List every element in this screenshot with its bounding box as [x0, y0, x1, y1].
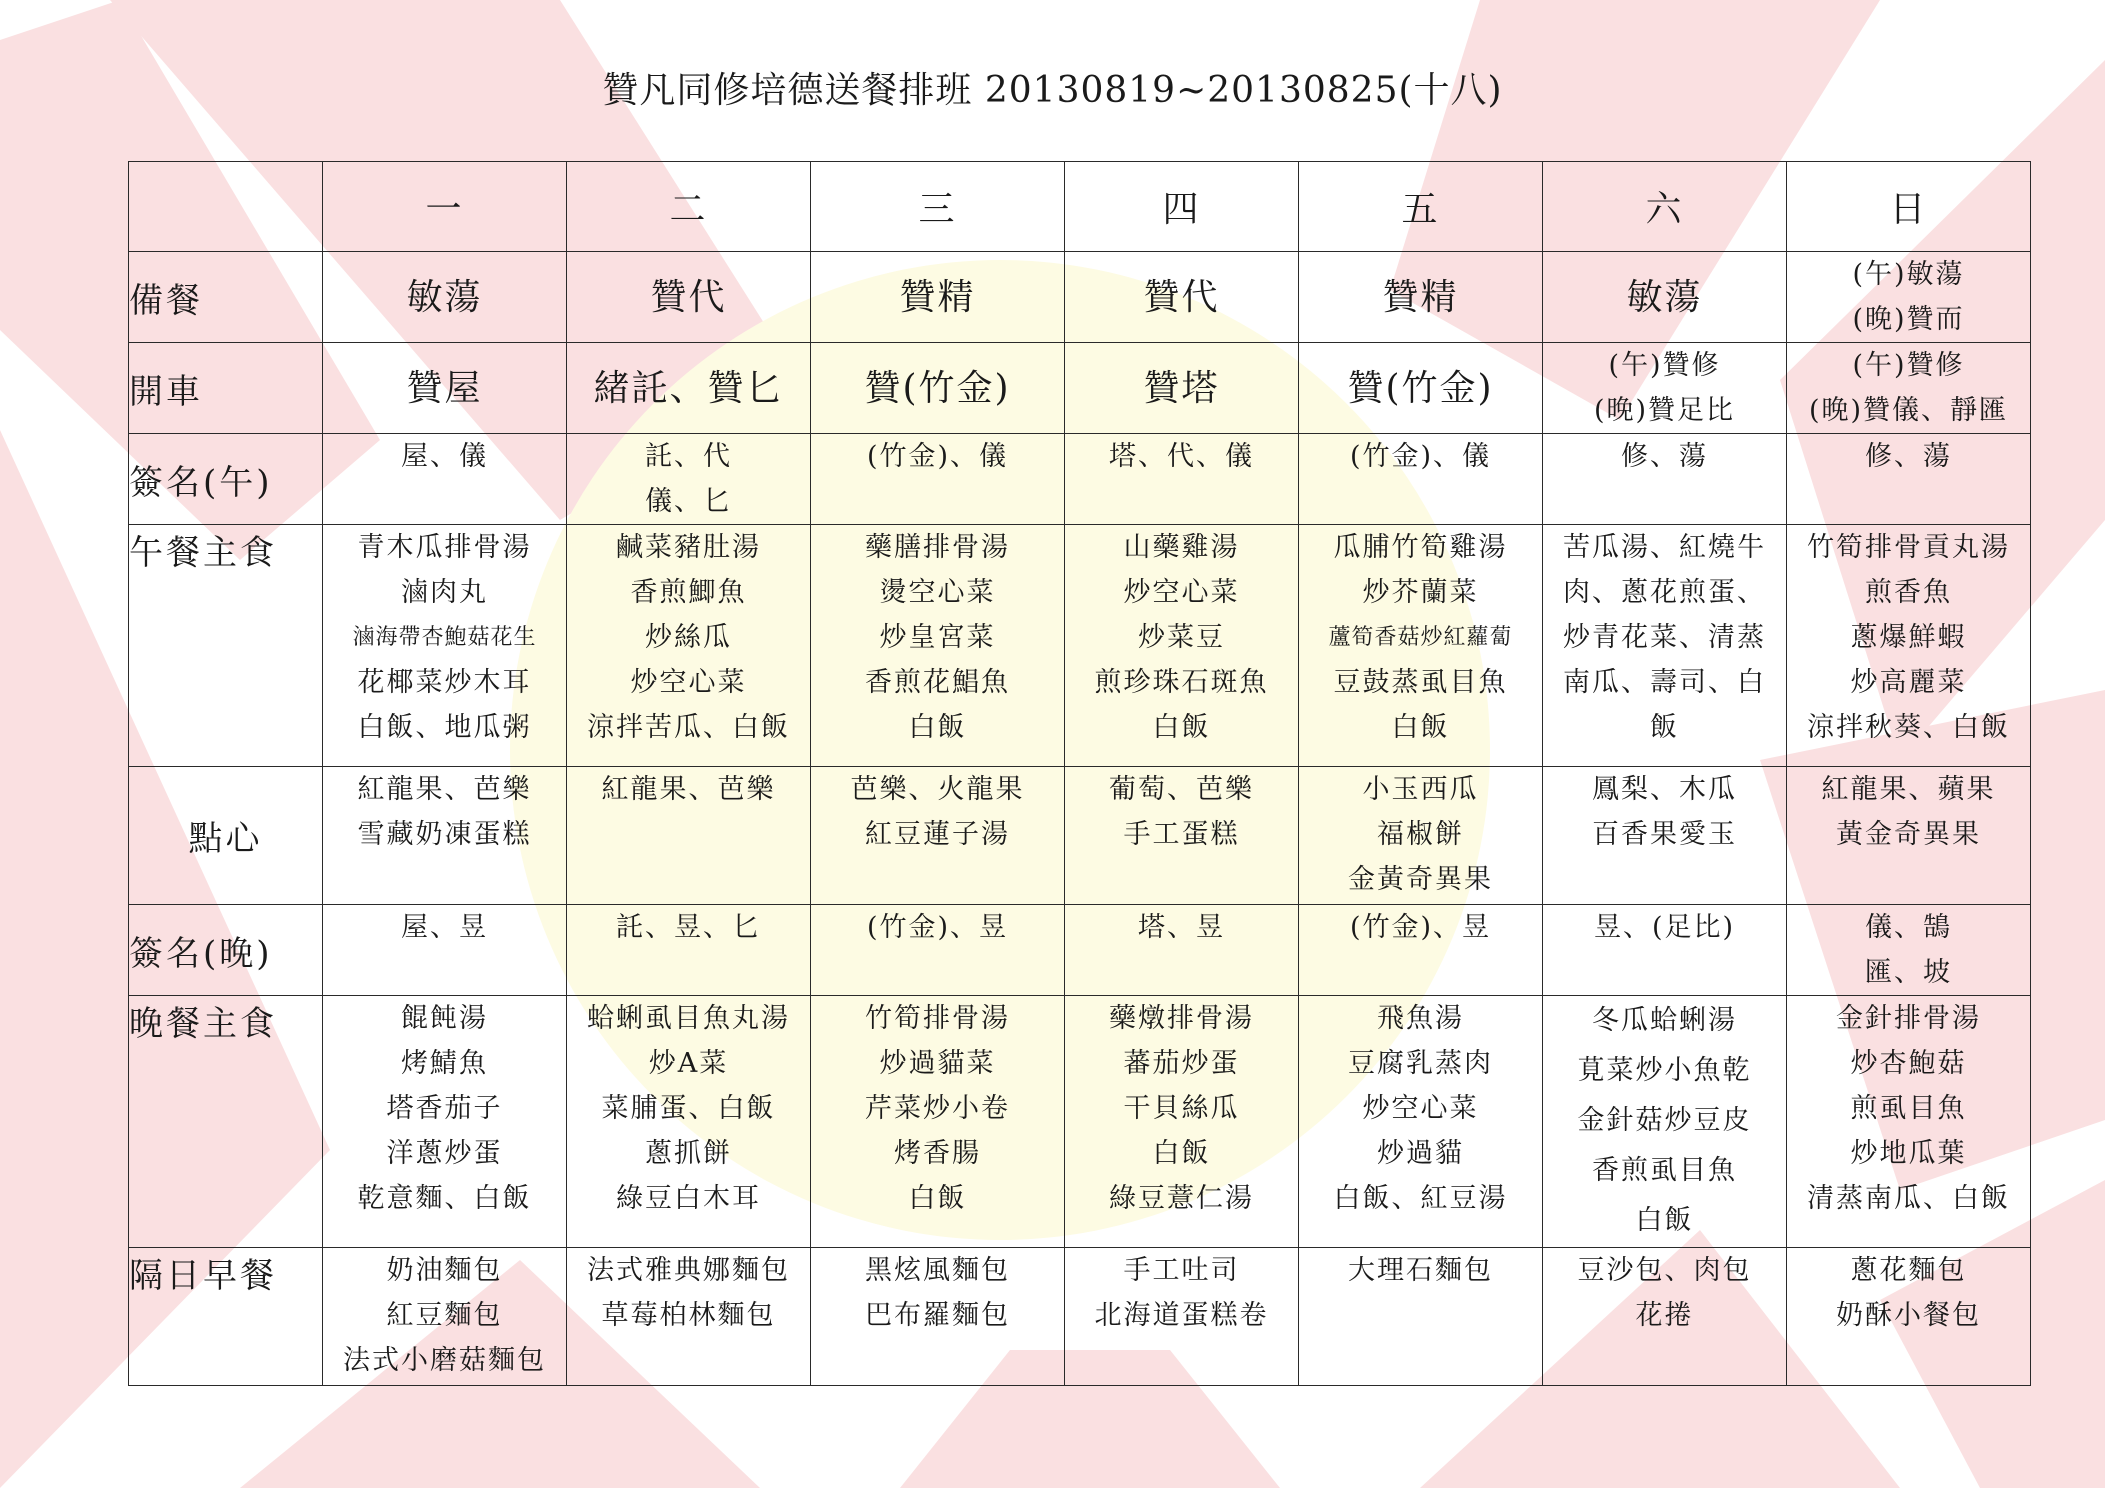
- cell-line: 綠豆白木耳: [616, 1183, 761, 1214]
- cell-line: 敏蕩: [1626, 276, 1703, 318]
- cell-line: 綠豆薏仁湯: [1109, 1183, 1254, 1214]
- table-cell: [567, 767, 811, 905]
- table-row: [129, 525, 2031, 767]
- table-body: [129, 162, 2031, 1386]
- cell-line: 飛魚湯: [1377, 1003, 1464, 1034]
- table-cell: [1065, 905, 1299, 996]
- cell-line: 豆沙包、肉包: [1577, 1255, 1752, 1286]
- table-row: [129, 767, 2031, 905]
- table-cell: [1787, 525, 2031, 767]
- table-cell: [567, 1248, 811, 1386]
- cell-line: 南瓜、壽司、白: [1563, 667, 1766, 698]
- table-cell: [1543, 434, 1787, 525]
- cell-line: 煎珍珠石斑魚: [1094, 667, 1269, 698]
- cell-line: 蔥抓餅: [645, 1138, 732, 1169]
- table-cell: [1543, 252, 1787, 343]
- table-cell: [1787, 767, 2031, 905]
- table-row: [129, 343, 2031, 434]
- row-label: 開車: [129, 343, 323, 434]
- table-cell: [811, 343, 1065, 434]
- table-cell: [811, 767, 1065, 905]
- day-header: 三: [811, 162, 1065, 252]
- cell-line: 炒地瓜葉: [1850, 1138, 1967, 1169]
- table-cell: [567, 996, 811, 1248]
- cell-line: (午)贊修: [1608, 350, 1721, 381]
- cell-line: 法式小磨菇麵包: [343, 1345, 546, 1376]
- day-header: 六: [1543, 162, 1787, 252]
- cell-line: 烤鯖魚: [401, 1048, 488, 1079]
- table-cell: [1299, 343, 1543, 434]
- table-cell: [811, 905, 1065, 996]
- cell-line: 炒過貓: [1377, 1138, 1464, 1169]
- table-cell: [1543, 996, 1787, 1248]
- cell-line: 屋、昱: [401, 912, 488, 943]
- cell-line: 滷海帶杏鮑菇花生: [352, 625, 537, 650]
- cell-line: 瓜脯竹筍雞湯: [1333, 532, 1508, 563]
- table-cell: [323, 343, 567, 434]
- table-cell: [811, 252, 1065, 343]
- cell-line: 贊(竹金): [864, 367, 1011, 409]
- cell-line: 豆腐乳蒸肉: [1348, 1048, 1493, 1079]
- cell-line: 塔、昱: [1138, 912, 1225, 943]
- cell-line: 黑炫風麵包: [865, 1255, 1010, 1286]
- cell-line: 緒託、贊匕: [593, 367, 784, 409]
- cell-line: 清蒸南瓜、白飯: [1807, 1183, 2010, 1214]
- cell-line: 炒杏鮑菇: [1850, 1048, 1967, 1079]
- table-row: [129, 434, 2031, 525]
- table-cell: [1299, 434, 1543, 525]
- cell-line: 炒空心菜: [1123, 577, 1240, 608]
- cell-line: 白飯: [1391, 712, 1450, 743]
- table-row: [129, 905, 2031, 996]
- cell-line: 紅豆蓮子湯: [865, 819, 1010, 850]
- cell-line: 修、蕩: [1621, 441, 1708, 472]
- cell-line: 冬瓜蛤蜊湯: [1592, 1005, 1737, 1036]
- table-cell: [1787, 252, 2031, 343]
- cell-line: (晚)贊而: [1852, 304, 1965, 335]
- cell-line: 莧菜炒小魚乾: [1577, 1055, 1752, 1086]
- cell-line: 蔥爆鮮蝦: [1850, 622, 1967, 653]
- row-label: 隔日早餐: [129, 1248, 323, 1386]
- cell-line: 昱、(足比): [1593, 912, 1736, 943]
- cell-line: 芹菜炒小卷: [865, 1093, 1010, 1124]
- cell-line: 燙空心菜: [879, 577, 996, 608]
- cell-line: 菜脯蛋、白飯: [601, 1093, 776, 1124]
- table-cell: [1299, 525, 1543, 767]
- table-cell: [811, 525, 1065, 767]
- cell-line: 贊代: [1143, 276, 1220, 318]
- cell-line: 草莓柏林麵包: [601, 1300, 776, 1331]
- cell-line: 葡萄、芭樂: [1109, 774, 1254, 805]
- cell-line: 贊精: [1382, 276, 1459, 318]
- table-cell: [1787, 1248, 2031, 1386]
- cell-line: 福椒餅: [1377, 819, 1464, 850]
- row-label: 午餐主食: [129, 525, 323, 767]
- cell-line: 匯、坡: [1865, 957, 1952, 988]
- table-cell: [1299, 767, 1543, 905]
- cell-line: (晚)贊儀、靜匯: [1808, 395, 2009, 426]
- cell-line: 肉、蔥花煎蛋、: [1563, 577, 1766, 608]
- cell-line: 白飯: [1152, 712, 1211, 743]
- cell-line: 芭樂、火龍果: [850, 774, 1025, 805]
- cell-line: 法式雅典娜麵包: [587, 1255, 790, 1286]
- table-cell: [567, 525, 811, 767]
- cell-line: 手工吐司: [1123, 1255, 1240, 1286]
- cell-line: 紅龍果、蘋果: [1821, 774, 1996, 805]
- table-cell: [1787, 343, 2031, 434]
- cell-line: 蘆筍香菇炒紅蘿蔔: [1328, 625, 1513, 650]
- table-cell: [323, 996, 567, 1248]
- cell-line: 百香果愛玉: [1592, 819, 1737, 850]
- cell-line: 藥膳排骨湯: [865, 532, 1010, 563]
- cell-line: 花捲: [1635, 1300, 1694, 1331]
- table-cell: [1299, 905, 1543, 996]
- cell-line: 蔥花麵包: [1850, 1255, 1967, 1286]
- cell-line: 炒高麗菜: [1850, 667, 1967, 698]
- cell-line: (竹金)、儀: [1349, 441, 1492, 472]
- table-cell: [1299, 1248, 1543, 1386]
- table-cell: [323, 767, 567, 905]
- table-cell: [323, 525, 567, 767]
- cell-line: 敏蕩: [406, 276, 483, 318]
- cell-line: 大理石麵包: [1348, 1255, 1493, 1286]
- page-title: 贊凡同修培德送餐排班 20130819~20130825(十八): [602, 70, 1503, 111]
- table-cell: [1543, 905, 1787, 996]
- table-cell: [1787, 996, 2031, 1248]
- cell-line: 竹筍排骨湯: [865, 1003, 1010, 1034]
- table-cell: [1065, 996, 1299, 1248]
- cell-line: 竹筍排骨貢丸湯: [1807, 532, 2010, 563]
- cell-line: 餛飩湯: [401, 1003, 488, 1034]
- day-header: 五: [1299, 162, 1543, 252]
- table-cell: [811, 996, 1065, 1248]
- row-label: 晚餐主食: [129, 996, 323, 1248]
- table-cell: [1065, 1248, 1299, 1386]
- row-label: 簽名(午): [129, 434, 323, 525]
- cell-line: 飯: [1650, 712, 1679, 743]
- cell-line: 修、蕩: [1865, 441, 1952, 472]
- cell-line: 藥燉排骨湯: [1109, 1003, 1254, 1034]
- table-cell: [1543, 767, 1787, 905]
- cell-line: 金針排骨湯: [1836, 1003, 1981, 1034]
- table-cell: [1299, 252, 1543, 343]
- cell-line: 豆鼓蒸虱目魚: [1333, 667, 1508, 698]
- table-cell: [1787, 905, 2031, 996]
- table-cell: [811, 1248, 1065, 1386]
- cell-line: 烤香腸: [894, 1138, 981, 1169]
- cell-line: 白飯、紅豆湯: [1333, 1183, 1508, 1214]
- table-cell: [1065, 434, 1299, 525]
- cell-line: 鳳梨、木瓜: [1592, 774, 1737, 805]
- table-cell: [567, 905, 811, 996]
- cell-line: 贊代: [650, 276, 727, 318]
- cell-line: 苦瓜湯、紅燒牛: [1563, 532, 1766, 563]
- cell-line: 塔、代、儀: [1109, 441, 1254, 472]
- row-label: 備餐: [129, 252, 323, 343]
- table-cell: [1065, 252, 1299, 343]
- cell-line: (午)敏蕩: [1852, 259, 1965, 290]
- cell-line: 紅豆麵包: [386, 1300, 503, 1331]
- cell-line: 小玉西瓜: [1362, 774, 1479, 805]
- cell-line: 屋、儀: [401, 441, 488, 472]
- cell-line: 奶油麵包: [386, 1255, 503, 1286]
- cell-line: 金針菇炒豆皮: [1577, 1105, 1752, 1136]
- cell-line: 託、昱、匕: [616, 912, 761, 943]
- day-header: 一: [323, 162, 567, 252]
- table-row: [129, 252, 2031, 343]
- table-cell: [323, 434, 567, 525]
- row-label: 簽名(晚): [129, 905, 323, 996]
- cell-line: 儀、匕: [645, 486, 732, 517]
- table-row: [129, 1248, 2031, 1386]
- cell-line: 儀、鵠: [1865, 912, 1952, 943]
- day-header: 二: [567, 162, 811, 252]
- row-label: 點心: [129, 767, 323, 905]
- cell-line: 贊塔: [1143, 367, 1220, 409]
- cell-line: 干貝絲瓜: [1123, 1093, 1240, 1124]
- cell-line: 煎虱目魚: [1850, 1093, 1967, 1124]
- cell-line: 炒過貓菜: [879, 1048, 996, 1079]
- cell-line: 香煎鯽魚: [630, 577, 747, 608]
- cell-line: 炒青花菜、清蒸: [1563, 622, 1766, 653]
- table-cell: [1543, 525, 1787, 767]
- cell-line: (竹金)、昱: [866, 912, 1009, 943]
- table-cell: [1543, 343, 1787, 434]
- day-header: 日: [1787, 162, 2031, 252]
- table-row: [129, 996, 2031, 1248]
- table-cell: [323, 905, 567, 996]
- cell-line: 黃金奇異果: [1836, 819, 1981, 850]
- cell-line: 炒菜豆: [1138, 622, 1225, 653]
- cell-line: 白飯、地瓜粥: [357, 712, 532, 743]
- cell-line: (竹金)、儀: [866, 441, 1009, 472]
- cell-line: (晚)贊足比: [1593, 395, 1736, 426]
- cell-line: 贊精: [899, 276, 976, 318]
- day-header: 四: [1065, 162, 1299, 252]
- table-cell: [1299, 996, 1543, 1248]
- cell-line: 手工蛋糕: [1123, 819, 1240, 850]
- cell-line: 白飯: [908, 1183, 967, 1214]
- cell-line: 花椰菜炒木耳: [357, 667, 532, 698]
- cell-line: 涼拌苦瓜、白飯: [587, 712, 790, 743]
- cell-line: (午)贊修: [1852, 350, 1965, 381]
- cell-line: 蕃茄炒蛋: [1123, 1048, 1240, 1079]
- cell-line: 贊(竹金): [1347, 367, 1494, 409]
- cell-line: 煎香魚: [1865, 577, 1952, 608]
- table-cell: [1065, 525, 1299, 767]
- table-cell: [811, 434, 1065, 525]
- table-cell: [567, 252, 811, 343]
- cell-line: 香煎花鯧魚: [865, 667, 1010, 698]
- cell-line: 紅龍果、芭樂: [357, 774, 532, 805]
- table-cell: [567, 434, 811, 525]
- cell-line: (竹金)、昱: [1349, 912, 1492, 943]
- cell-line: 白飯: [908, 712, 967, 743]
- table-cell: [323, 252, 567, 343]
- cell-line: 蛤蜊虱目魚丸湯: [587, 1003, 790, 1034]
- cell-line: 炒皇宮菜: [879, 622, 996, 653]
- cell-line: 奶酥小餐包: [1836, 1300, 1981, 1331]
- cell-line: 炒A菜: [648, 1048, 729, 1079]
- table-cell: [323, 1248, 567, 1386]
- table-cell: [1787, 434, 2031, 525]
- cell-line: 白飯: [1635, 1205, 1694, 1236]
- cell-line: 乾意麵、白飯: [357, 1183, 532, 1214]
- cell-line: 紅龍果、芭樂: [601, 774, 776, 805]
- cell-line: 山藥雞湯: [1123, 532, 1240, 563]
- cell-line: 巴布羅麵包: [865, 1300, 1010, 1331]
- cell-line: 涼拌秋葵、白飯: [1807, 712, 2010, 743]
- cell-line: 金黃奇異果: [1348, 864, 1493, 895]
- header-row: [129, 162, 2031, 252]
- cell-line: 託、代: [645, 441, 732, 472]
- table-cell: [1065, 343, 1299, 434]
- cell-line: 炒絲瓜: [645, 622, 732, 653]
- cell-line: 雪藏奶凍蛋糕: [357, 819, 532, 850]
- table-cell: [1065, 767, 1299, 905]
- meal-schedule-table: [128, 161, 2031, 1386]
- cell-line: 炒空心菜: [630, 667, 747, 698]
- table-cell: [567, 343, 811, 434]
- cell-line: 塔香茄子: [386, 1093, 503, 1124]
- cell-line: 洋蔥炒蛋: [386, 1138, 503, 1169]
- corner-cell: [129, 162, 323, 252]
- cell-line: 鹹菜豬肚湯: [616, 532, 761, 563]
- cell-line: 滷肉丸: [401, 577, 488, 608]
- cell-line: 青木瓜排骨湯: [357, 532, 532, 563]
- table-cell: [1543, 1248, 1787, 1386]
- cell-line: 贊屋: [406, 367, 483, 409]
- cell-line: 炒空心菜: [1362, 1093, 1479, 1124]
- cell-line: 炒芥蘭菜: [1362, 577, 1479, 608]
- cell-line: 香煎虱目魚: [1592, 1155, 1737, 1186]
- cell-line: 北海道蛋糕卷: [1094, 1300, 1269, 1331]
- cell-line: 白飯: [1152, 1138, 1211, 1169]
